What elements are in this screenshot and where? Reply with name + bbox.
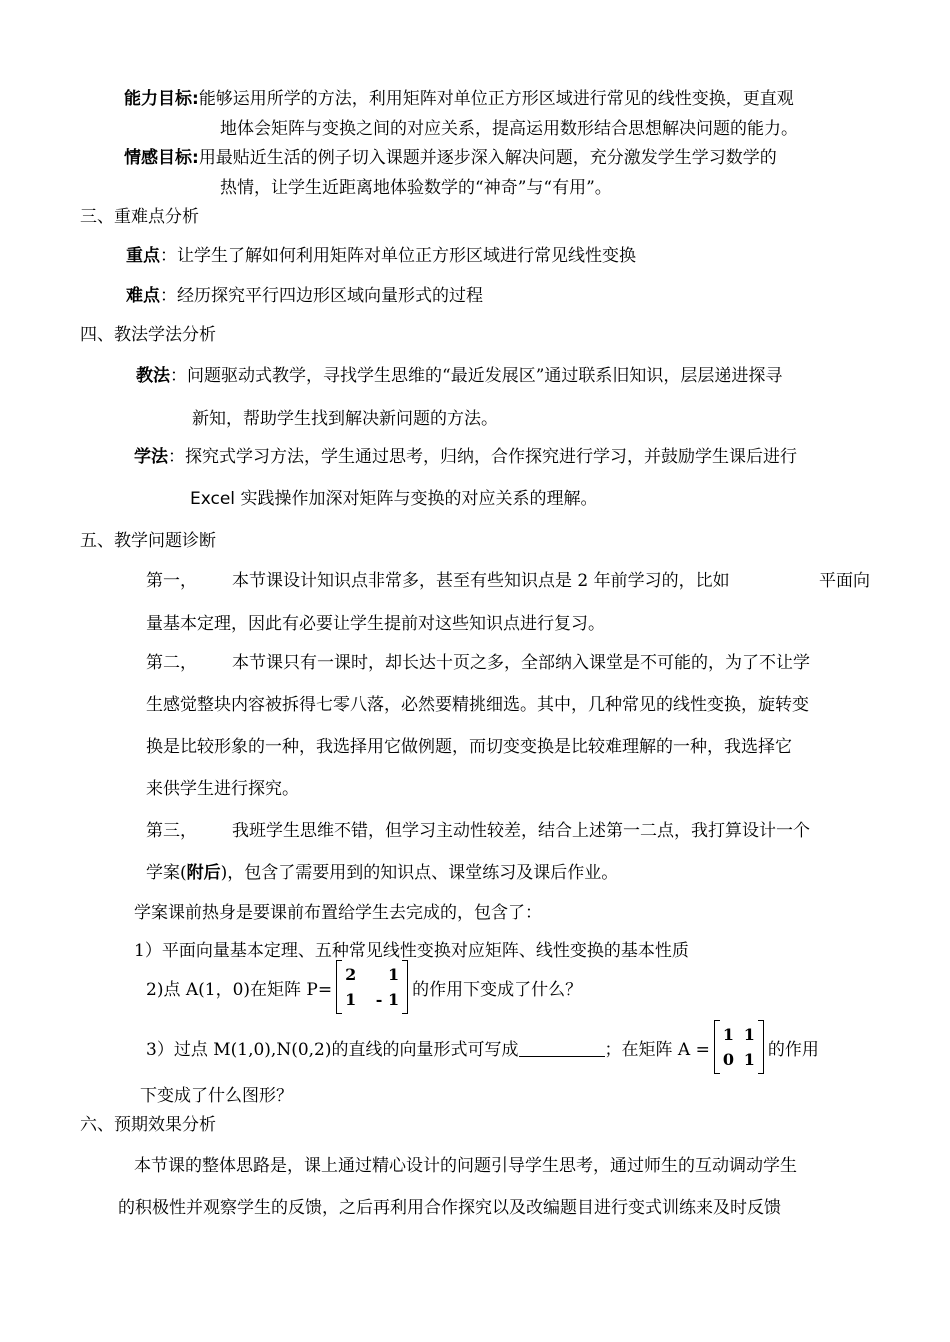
warmup-item-3: 3）过点 M(1,0),N(0,2)的直线的向量形式可写成 ；在矩阵 A = 1 1 0 1 的作用 <box>146 1020 870 1074</box>
section-heading-expected-effect: 六、预期效果分析 <box>80 1115 216 1135</box>
section-heading-difficulties: 三、重难点分析 <box>80 207 199 227</box>
warmup-item-3-line2: 下变成了什么图形？ <box>140 1086 293 1106</box>
matrix-a-row-2: 0 1 <box>722 1050 755 1069</box>
section-heading-methods: 四、教法学法分析 <box>80 325 216 345</box>
hard-point-label: 难点 <box>126 286 160 306</box>
diagnosis-p2-line3: 换是比较形象的一种，我选择用它做例题，而切变变换是比较难理解的一种，我选择它 <box>146 737 792 757</box>
ability-goal-label: 能力目标: <box>124 89 199 109</box>
key-point-label: 重点 <box>126 246 160 266</box>
diagnosis-p2-line4: 来供学生进行探究。 <box>146 779 299 799</box>
key-point: 重点：让学生了解如何利用矩阵对单位正方形区域进行常见线性变换 <box>126 246 636 266</box>
learning-method-label: 学法 <box>134 447 168 467</box>
section-heading-diagnosis: 五、教学问题诊断 <box>80 531 216 551</box>
emotion-goal-line1: 情感目标:用最贴近生活的例子切入课题并逐步深入解决问题，充分激发学生学习数学的 <box>124 148 777 168</box>
diagnosis-p2-line2: 生感觉整块内容被拆得七零八落，必然要精挑细选。其中，几种常见的线性变换，旋转变 <box>146 695 809 715</box>
matrix-a <box>714 1020 764 1074</box>
ability-goal-line2: 地体会矩阵与变换之间的对应关系，提高运用数形结合思想解决问题的能力。 <box>220 119 798 139</box>
learning-method-line1: 学法：探究式学习方法，学生通过思考，归纳，合作探究进行学习，并鼓励学生课后进行 <box>134 447 797 467</box>
warmup-item-1: 1）平面向量基本定理、五种常见线性变换对应矩阵、线性变换的基本性质 <box>134 941 689 961</box>
diagnosis-p1-line2: 量基本定理，因此有必要让学生提前对这些知识点进行复习。 <box>146 614 605 634</box>
emotion-goal-line2: 热情，让学生近距离地体验数学的“神奇”与“有用”。 <box>220 178 612 198</box>
matrix-p-row-2: 1 - 1 <box>345 990 400 1009</box>
teaching-method-line2: 新知，帮助学生找到解决新问题的方法。 <box>192 409 498 429</box>
hard-point: 难点：经历探究平行四边形区域向量形式的过程 <box>126 286 483 306</box>
expected-effect-line1: 本节课的整体思路是，课上通过精心设计的问题引导学生思考，通过师生的互动调动学生 <box>134 1156 797 1176</box>
emotion-goal-label: 情感目标: <box>124 148 199 168</box>
diagnosis-p1-line1: 第一， 本节课设计知识点非常多，甚至有些知识点是 2 年前学习的，比如 平面向 <box>146 571 870 591</box>
matrix-p <box>336 960 408 1014</box>
ability-goal-line1: 能力目标:能够运用所学的方法，利用矩阵对单位正方形区域进行常见的线性变换，更直观 <box>124 89 794 109</box>
learning-method-line2: Excel 实践操作加深对矩阵与变换的对应关系的理解。 <box>190 489 598 509</box>
matrix-p-row-1: 2 1 <box>345 965 400 984</box>
teaching-method-line1: 教法：问题驱动式教学，寻找学生思维的“最近发展区”通过联系旧知识，层层递进探寻 <box>136 366 783 386</box>
warmup-item-2: 2)点 A(1，0)在矩阵 P= 2 1 1 - 1 的作用下变成了什么？ <box>146 960 582 1014</box>
diagnosis-p3-line1: 第三， 我班学生思维不错，但学习主动性较差，结合上述第一二点，我打算设计一个 <box>146 821 810 841</box>
diagnosis-p3-line2: 学案(附后)，包含了需要用到的知识点、课堂练习及课后作业。 <box>146 863 619 883</box>
expected-effect-line2: 的积极性并观察学生的反馈，之后再利用合作探究以及改编题目进行变式训练来及时反馈 <box>118 1198 781 1218</box>
answer-blank[interactable] <box>519 1038 605 1057</box>
matrix-a-row-1: 1 1 <box>722 1025 755 1044</box>
diagnosis-p2-line1: 第二， 本节课只有一课时，却长达十页之多，全部纳入课堂是不可能的，为了不让学 <box>146 653 810 673</box>
attached-note: 附后 <box>186 863 221 883</box>
teaching-method-label: 教法 <box>136 366 170 386</box>
warmup-intro: 学案课前热身是要课前布置给学生去完成的，包含了： <box>134 903 542 923</box>
